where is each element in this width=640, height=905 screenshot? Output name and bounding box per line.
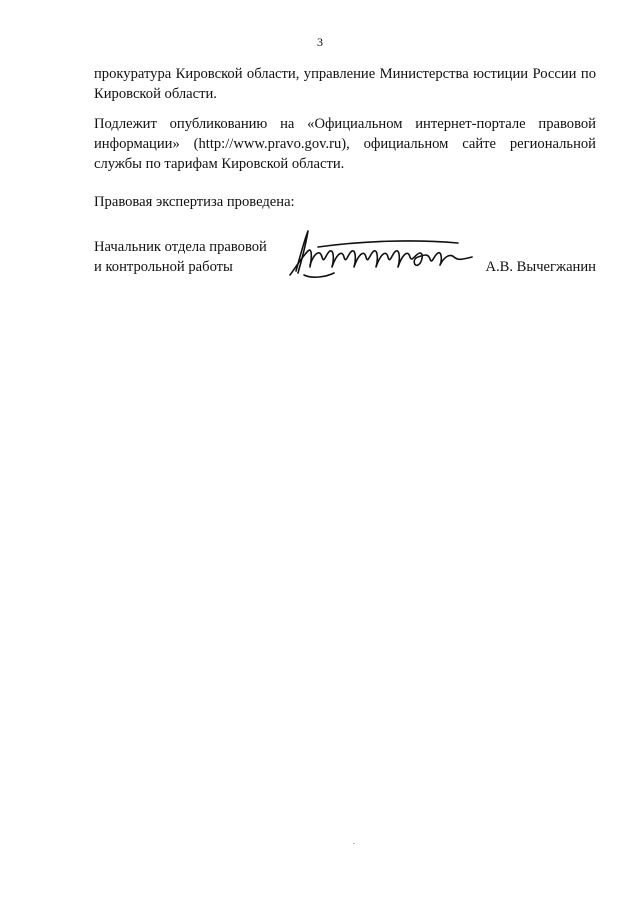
signature-block <box>94 237 596 287</box>
signatory-name: А.В. Вычегжанин <box>485 259 596 275</box>
handwritten-signature-icon <box>282 227 476 283</box>
signatory-position <box>94 237 284 277</box>
paragraph-recipients: прокуратура Кировской области, управление Министерства юстиции России по Кировской области. <box>94 66 596 102</box>
scan-speck <box>353 843 355 844</box>
page-number: 3 <box>317 35 323 49</box>
paragraph-publication: Подлежит опубликованию на «Официальном интернет-портале правовой информации» (http://www.pravo.gov.ru), официальном сайте региональной службы по тарифам Кировской области. <box>94 116 596 172</box>
signatory-position-line2: и контрольной работы <box>94 259 233 275</box>
signatory-position-line1: Начальник отдела правовой <box>94 239 267 255</box>
paragraph-legal-review: Правовая экспертиза проведена: <box>94 194 295 210</box>
